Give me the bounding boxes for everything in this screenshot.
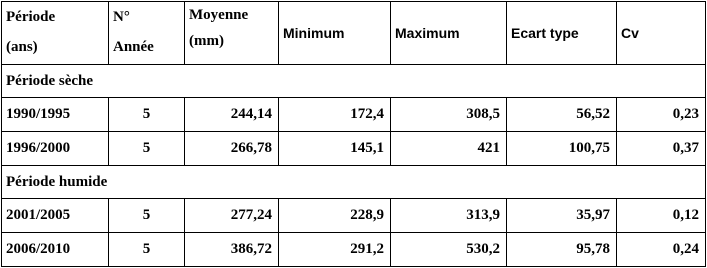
table-row [2, 233, 706, 267]
cell-maximum: 308,5 [391, 98, 507, 132]
cell-annee: 5 [109, 132, 185, 166]
cell-cv: 0,23 [617, 98, 706, 132]
header-periode-line1: Période [6, 9, 56, 25]
cell-periode: 1996/2000 [2, 132, 109, 166]
cell-periode: 2001/2005 [2, 199, 109, 233]
cell-minimum: 145,1 [279, 132, 391, 166]
cell-annee: 5 [109, 98, 185, 132]
cell-periode: 1990/1995 [2, 98, 109, 132]
header-cv: Cv [617, 2, 706, 65]
header-periode-line2: (ans) [6, 39, 38, 55]
cell-annee: 5 [109, 233, 185, 267]
header-moyenne-line1: Moyenne [189, 7, 249, 23]
cell-annee: 5 [109, 199, 185, 233]
header-row [2, 2, 706, 65]
cell-cv: 0,37 [617, 132, 706, 166]
header-maximum: Maximum [391, 2, 507, 65]
header-moyenne [185, 2, 279, 65]
section-row-humide [2, 166, 706, 199]
cell-cv: 0,24 [617, 233, 706, 267]
header-periode [2, 2, 109, 65]
cell-minimum: 172,4 [279, 98, 391, 132]
cell-moyenne: 244,14 [185, 98, 279, 132]
header-annee-line2: Année [113, 39, 154, 55]
cell-ecart-type: 56,52 [507, 98, 617, 132]
table-row [2, 199, 706, 233]
table-row [2, 98, 706, 132]
section-title: Période sèche [2, 65, 706, 98]
cell-ecart-type: 95,78 [507, 233, 617, 267]
cell-minimum: 291,2 [279, 233, 391, 267]
header-annee [109, 2, 185, 65]
cell-cv: 0,12 [617, 199, 706, 233]
cell-ecart-type: 35,97 [507, 199, 617, 233]
header-minimum: Minimum [279, 2, 391, 65]
header-ecart-type: Ecart type [507, 2, 617, 65]
cell-maximum: 313,9 [391, 199, 507, 233]
statistics-table [1, 1, 706, 267]
cell-moyenne: 277,24 [185, 199, 279, 233]
section-title: Période humide [2, 166, 706, 199]
cell-minimum: 228,9 [279, 199, 391, 233]
cell-moyenne: 386,72 [185, 233, 279, 267]
cell-maximum: 530,2 [391, 233, 507, 267]
table-row [2, 132, 706, 166]
cell-ecart-type: 100,75 [507, 132, 617, 166]
section-row-seche [2, 65, 706, 98]
header-annee-line1: N° [113, 9, 130, 25]
cell-moyenne: 266,78 [185, 132, 279, 166]
header-moyenne-line2: (mm) [189, 33, 224, 49]
cell-periode: 2006/2010 [2, 233, 109, 267]
cell-maximum: 421 [391, 132, 507, 166]
